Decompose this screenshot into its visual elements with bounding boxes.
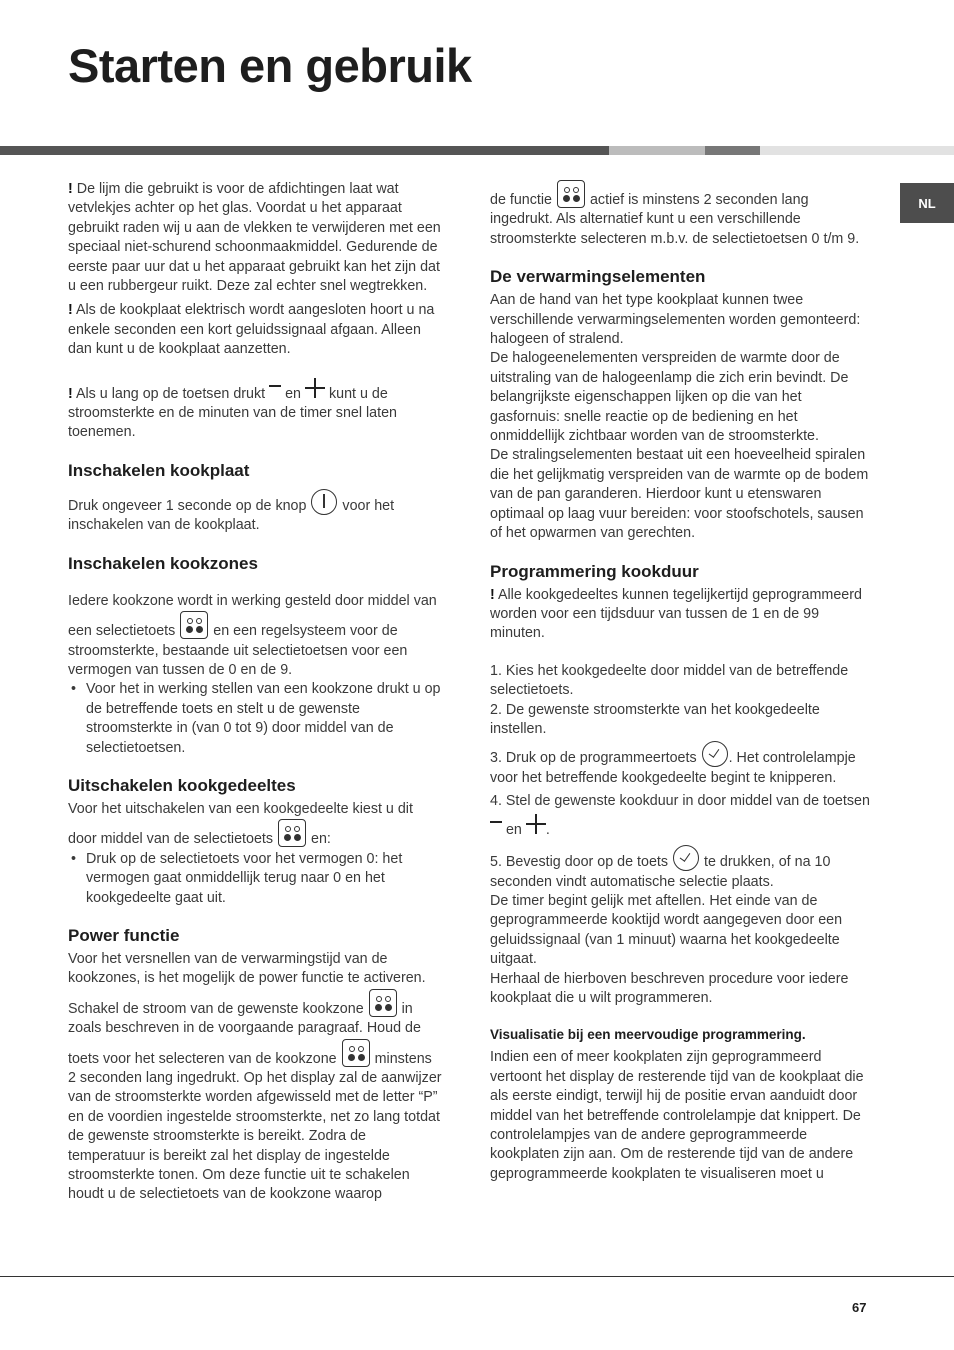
paragraph-heat-3: De stralingselementen bestaat uit een hoeveelheid spiralen die het gelijkmatig verspreiden van de warmte op de bodem van de pan garanderen. Hierdoor kunt u etenswaren optimaal op laag vuur bereiden: voor stoofschotels, sausen of het opwarmen van gerechten.: [490, 447, 869, 542]
timer-program-icon: [673, 845, 699, 871]
zone-selector-icon: [369, 989, 397, 1017]
language-tab: NL: [900, 183, 954, 223]
paragraph-on-zones: Iedere kookzone wordt in werking gesteld door middel van een selectietoets en een regelsysteem voor de stroomsterkte, bestaande uit selectietoetsen voor een vermogen van tussen de 0 en de 9.: [68, 592, 437, 678]
list-item: • Druk op de selectietoets voor het vermogen 0: het vermogen gaat onmiddellijk terug naar 0 en het kookgedeelte gaat uit.: [71, 850, 403, 906]
plus-key-icon: [305, 378, 325, 398]
heading-programmering: Programmering kookduur: [490, 561, 699, 581]
paragraph-heat-2: De halogeenelementen verspreiden de warmte door de uitstraling van de halogeenlamp die zich erin bevindt. De belangrijkste eigenschappen lijken op die van het gasfornuis: snelle reactie op de bediening en het onmiddellijk zichtbaar worden van de stroomsterkte.: [490, 350, 849, 445]
page-title: Starten en gebruik: [68, 39, 472, 92]
header-rule-mid: [609, 146, 705, 155]
plus-key-icon: [526, 814, 546, 834]
paragraph-multi: Indien een of meer kookplaten zijn geprogrammeerd vertoont het display de resterende tijd van de kookplaat die als eerste eindigt, terwijl hij de positie ervan aanduidt door middel van het betreffende controlelampje dat knippert. De controlelampjes van de andere geprogrammeerde kookplaten zijn aan. Om de resterende tijd van de andere geprogrammeerde kookplaten te visualiseren moet u: [490, 1049, 864, 1182]
paragraph-on-plate: Druk ongeveer 1 seconde op de knop voor het inschakelen van de kookplaat.: [68, 489, 442, 536]
header-rule-dark2: [705, 146, 760, 155]
minus-key-icon: [490, 816, 502, 830]
paragraph-power-continued: de functie actief is minstens 2 seconden lang ingedrukt. Als alternatief kunt u een verschillende stroomsterkte selecteren m.b.v. de selectietoetsen 0 t/m 9.: [490, 180, 870, 249]
paragraph-prog-intro: ! Alle kookgedeeltes kunnen tegelijkertijd geprogrammeerd worden voor een tijdsduur van tussen de 1 en de 99 minuten.: [490, 586, 862, 642]
paragraph-timer: De timer begint gelijk met aftellen. Het einde van de geprogrammeerde kooktijd wordt aangegeven door een geluidssignaal (van 1 minuut) waarna het kookgedeelte uitgaat.: [490, 892, 843, 968]
minus-key-icon: [269, 380, 281, 394]
power-button-icon: [311, 489, 337, 515]
heading-verwarmingselementen: De verwarmingselementen: [490, 267, 706, 287]
warning-paragraph-keys: ! Als u lang op de toetsen drukt en kunt u de stroomsterkte en de minuten van de timer snel laten toenemen.: [68, 378, 442, 443]
zone-selector-icon: [278, 819, 306, 847]
heading-power-functie: Power functie: [68, 925, 180, 945]
zone-selector-icon: [557, 180, 585, 208]
left-column: [68, 180, 442, 1205]
step-3: 3. Druk op de programmeertoets . Het controlelampje voor het betreffende kookgedeelte begint te knipperen.: [490, 741, 870, 788]
step-2: 2. De gewenste stroomsterkte van het kookgedeelte instellen.: [490, 701, 820, 737]
step-4: 4. Stel de gewenste kookduur in door middel van de toetsen en .: [490, 793, 870, 839]
warning-paragraph-signal: ! Als de kookplaat elektrisch wordt aangesloten hoort u na enkele seconden een kort geluidssignaal afgaan. Alleen dan kunt u de kookplaat aanzetten.: [68, 302, 435, 358]
list-item: • Voor het in werking stellen van een kookzone drukt u op de betreffende toets en stelt u de gewenste stroomsterkte in (van 0 tot 9) door middel van de selectietoetsen.: [71, 681, 441, 756]
zone-selector-icon: [180, 611, 208, 639]
footer-rule: [0, 1276, 954, 1277]
heading-inschakelen-kookplaat: Inschakelen kookplaat: [68, 460, 250, 480]
heading-inschakelen-kookzones: Inschakelen kookzones: [68, 553, 258, 573]
header-rule-light: [760, 146, 954, 155]
page-number: 67: [852, 1300, 867, 1315]
header-rule-dark: [0, 146, 609, 155]
paragraph-repeat: Herhaal de hierboven beschreven procedure voor iedere kookplaat die u wilt programmeren.: [490, 970, 849, 1006]
paragraph-off: Voor het uitschakelen van een kookgedeelte kiest u dit door middel van de selectietoets en:: [68, 800, 413, 848]
warning-paragraph-glue: ! De lijm die gebruikt is voor de afdichtingen laat wat vetvlekjes achter op het glas. Voordat u het apparaat gebruikt raden wij u aan de vlekken te verwijderen met een speciaal niet-schurend schoonmaakmiddel. Gedurende de eerste paar uur dat u het apparaat gebruikt kan het zijn dat u een rubbergeur ruikt. Deze zal echter snel wegtrekken.: [68, 181, 441, 295]
step-5: 5. Bevestig door op de toets te drukken, of na 10 seconden vindt automatische selectie plaats.: [490, 845, 870, 892]
heading-multi-programming: Visualisatie bij een meervoudige programmering.: [490, 1027, 806, 1043]
step-1: 1. Kies het kookgedeelte door middel van de betreffende selectietoets.: [490, 662, 849, 699]
heading-uitschakelen: Uitschakelen kookgedeeltes: [68, 775, 296, 795]
paragraph-power: Voor het versnellen van de verwarmingstijd van de kookzones, is het mogelijk de power functie te activeren. Schakel de stroom van de gewenste kookzone in zoals beschreven in de voorgaande paragraaf. Houd de toets voor het selecteren van de kookzone minstens 2 seconden lang ingedrukt. Op het display zal de aanwijzer van de stroomsterkte worden afgewisseld met de letter “P” en de voordien ingestelde stroomsterkte, net zo lang totdat de gewenste stroomsterkte is bereikt. Zodra de temperatuur is bereikt zal het display de ingestelde stroomsterkte tonen. Om deze functie uit te schakelen houdt u de selectietoets van de kookzone waarop: [68, 950, 442, 1203]
right-column: [490, 180, 870, 1184]
zone-selector-icon: [342, 1039, 370, 1067]
timer-program-icon: [702, 741, 728, 767]
paragraph-heat-1: Aan de hand van het type kookplaat kunnen twee verschillende verwarmingselementen worden gemonteerd: halogeen of stralend.: [490, 292, 861, 348]
